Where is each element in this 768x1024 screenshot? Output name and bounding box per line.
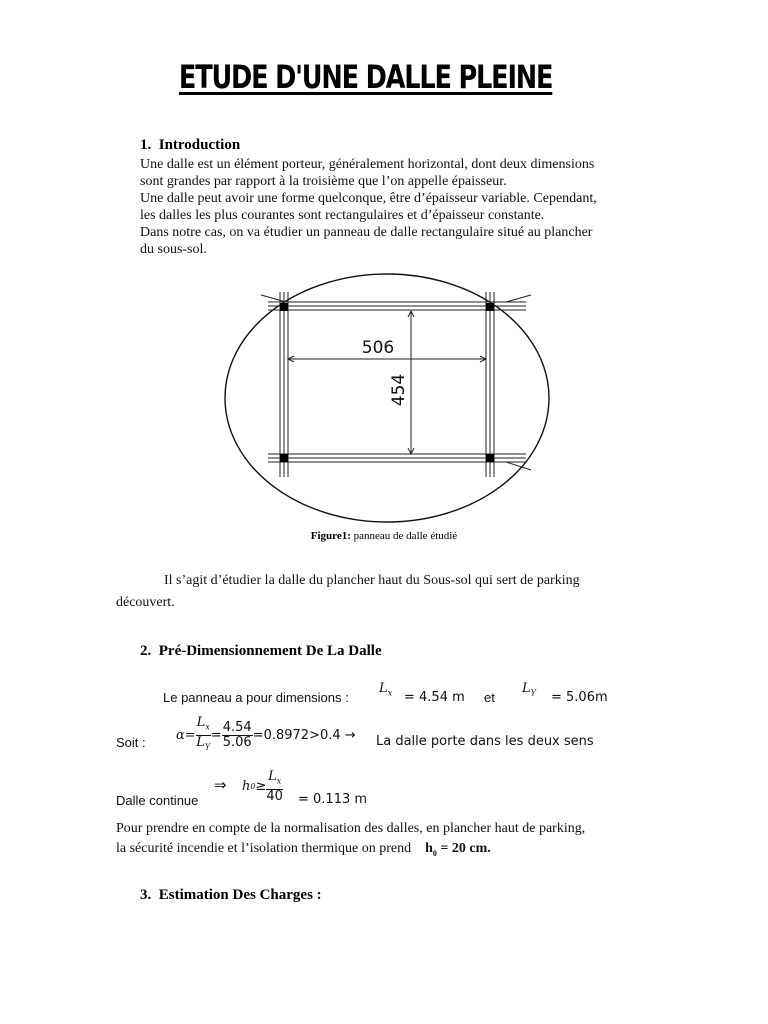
alpha-conclusion: La dalle porte dans les deux sens	[376, 734, 594, 749]
right-beam	[486, 292, 494, 477]
section-heading-introduction	[140, 137, 240, 154]
intro-paragraph	[140, 156, 660, 258]
alpha-formula: α= $\frac{L_x}{L_Y}$ = $\frac{4.54}{5.06}$ =0.8972>0.4 →	[176, 716, 356, 754]
text-line: la sécurité incendie et l’isolation thermique on prend $h_0 = 20$ cm.	[116, 841, 491, 858]
column-top-left	[280, 303, 288, 311]
soit-label: Soit :	[116, 735, 146, 750]
h0-final: $h_0 = 20$ cm.	[425, 841, 491, 858]
column-top-right	[486, 303, 494, 311]
h0-fraction: $\frac{L_x}{40}$	[266, 769, 283, 804]
text-line: du sous-sol.	[140, 242, 207, 257]
h0-result: = 0.113 m	[298, 792, 368, 807]
text-line: Pour prendre en compte de la normalisation des dalles, en plancher haut de parking,	[116, 821, 586, 836]
section-heading-charges	[140, 887, 322, 904]
section-title: Introduction	[158, 137, 241, 153]
caption-label: Figure1:	[310, 530, 351, 542]
dimension-label-454: 454	[389, 373, 409, 407]
alpha-fraction-values: $\frac{4.54}{5.06}$	[222, 719, 252, 750]
h0-formula: h 0 ≥ $\frac{L_x}{40}$	[242, 769, 283, 804]
left-beam	[280, 292, 288, 477]
section-number: 3.	[140, 887, 152, 903]
slab-panel-figure	[186, 262, 566, 524]
implies-arrow: ⇒	[214, 776, 227, 794]
section-heading-predimensionnement	[140, 643, 382, 660]
dimension-label-506: 506	[361, 338, 395, 358]
ly-symbol: $L_Y$	[522, 681, 536, 698]
lx-value: = 4.54 m	[404, 690, 465, 705]
text-line: Une dalle peut avoir une forme quelconque, être d’épaisseur variable. Cependant,	[140, 191, 597, 206]
text-line: Dans notre cas, on va étudier un panneau de dalle rectangulaire situé au plancher	[140, 225, 593, 240]
and-word: et	[484, 690, 495, 705]
study-paragraph	[116, 572, 676, 611]
text-line: Il s’agit d’étudier la dalle du plancher haut du Sous-sol qui sert de parking	[164, 573, 580, 588]
section-number: 2.	[140, 643, 152, 659]
normalisation-paragraph	[116, 820, 696, 862]
text-line: sont grandes par rapport à la troisième que l’on appelle épaisseur.	[140, 174, 507, 189]
alpha-fraction-symbols: $\frac{L_x}{L_Y}$	[196, 715, 211, 752]
text-line: les dalles les plus courantes sont rectangulaires et d’épaisseur constante.	[140, 208, 545, 223]
section-title: Pré-Dimensionnement De La Dalle	[158, 643, 382, 659]
continuous-label: Dalle continue	[116, 793, 199, 808]
column-bottom-left	[280, 454, 288, 462]
section-number: 1.	[140, 137, 152, 153]
section-title: Estimation Des Charges :	[158, 887, 322, 903]
figure-caption	[0, 530, 768, 542]
ly-value: = 5.06m	[551, 690, 608, 705]
lx-symbol: $L_x$	[379, 681, 393, 698]
caption-text: panneau de dalle étudié	[350, 530, 458, 542]
text-line: Une dalle est un élément porteur, généralement horizontal, dont deux dimensions	[140, 157, 595, 172]
dimensions-prefix: Le panneau a pour dimensions :	[163, 690, 349, 705]
text-line: découvert.	[116, 595, 175, 610]
column-bottom-right	[486, 454, 494, 462]
page-title: ETUDE D'UNE DALLE PLEINE	[178, 58, 553, 96]
figure-ellipse	[225, 274, 549, 522]
